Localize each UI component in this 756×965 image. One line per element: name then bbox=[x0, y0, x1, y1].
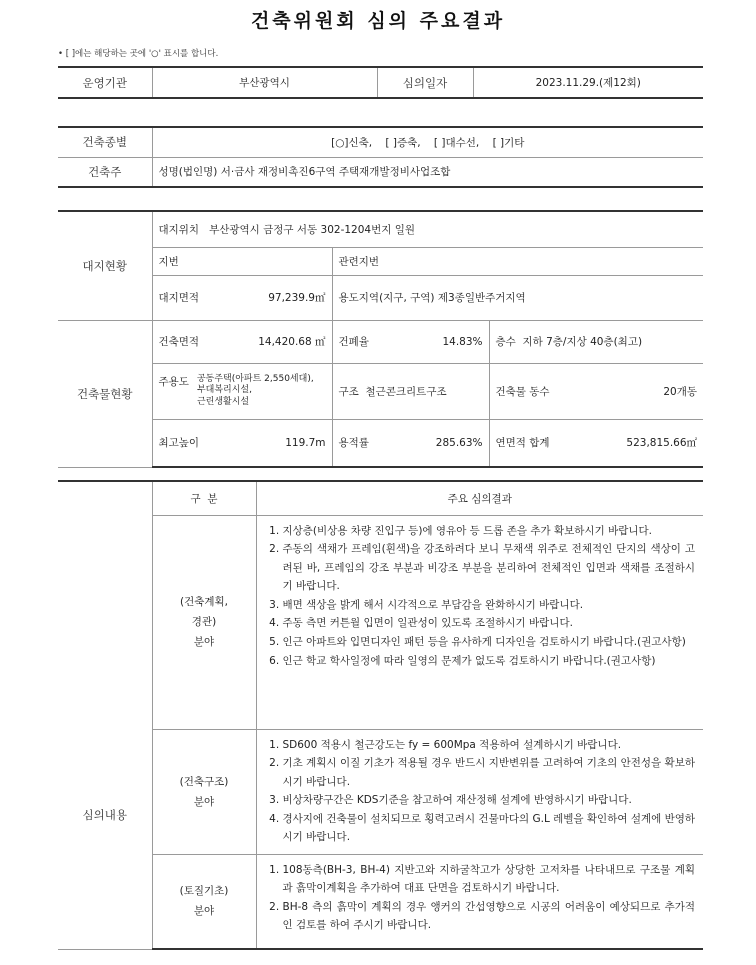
floors-value: 층수 지하 7층/지상 40층(최고) bbox=[489, 320, 703, 363]
coverage-label: 건폐율 bbox=[338, 336, 369, 348]
building-area-label: 건축면적 bbox=[158, 336, 200, 348]
result-item: 4. 주동 측면 커튼월 입면이 일관성이 있도록 조절하시기 바랍니다. bbox=[283, 614, 696, 633]
site-area-value: 97,239.9㎡ bbox=[268, 292, 326, 304]
form-note: • [ ]에는 해당하는 곳에 '○' 표시를 합니다. bbox=[58, 49, 219, 59]
result-item: 4. 경사지에 건축물이 설치되므로 횡력고려시 건물마다의 G.L 레벨을 확인하여 설계에 반영하시기 바랍니다. bbox=[283, 810, 696, 847]
structure-type-value: 구조 철근콘크리트구조 bbox=[332, 363, 489, 419]
main-use-label: 주용도 bbox=[158, 375, 189, 388]
results-architecture bbox=[256, 515, 703, 729]
site-structure-table bbox=[58, 210, 703, 468]
result-item: 1. 지상층(비상용 차량 진입구 등)에 영유아 등 드롭 존을 추가 확보하시기 바랍니다. bbox=[283, 522, 696, 541]
main-use-line3: 근린생활시설 bbox=[196, 396, 250, 407]
building-area-cell bbox=[152, 320, 332, 363]
lot-label: 지번 bbox=[152, 247, 332, 275]
results-structure bbox=[256, 729, 703, 854]
main-use-line1: 공동주택(아파트 2,550세대), bbox=[196, 373, 314, 384]
results-geotechnical bbox=[256, 854, 703, 949]
category-structure: (건축구조) 분야 bbox=[152, 729, 256, 854]
total-floor-area-label: 연면적 합계 bbox=[495, 437, 550, 450]
site-label: 대지현황 bbox=[58, 211, 152, 320]
building-count-cell bbox=[489, 363, 703, 419]
result-item: 5. 인근 아파트와 입면디자인 패턴 등을 유사하게 디자인을 검토하시기 바랍니다.(권고사항) bbox=[283, 633, 696, 652]
agency-table bbox=[58, 66, 703, 99]
floor-area-ratio-label: 용적률 bbox=[338, 437, 369, 450]
building-area-value: 14,420.68 ㎡ bbox=[258, 336, 326, 348]
building-type-label: 건축종별 bbox=[58, 127, 152, 157]
result-header: 주요 심의결과 bbox=[256, 481, 703, 515]
result-item: 3. 비상차량구간은 KDS기준을 참고하여 재산정해 설계에 반영하시기 바랍니다. bbox=[283, 791, 696, 810]
result-item: 2. BH-8 측의 흙막이 계획의 경우 앵커의 간섭영향으로 시공의 어려움이 예상되므로 추가적인 검토를 하여 주시기 바랍니다. bbox=[283, 898, 696, 935]
review-table bbox=[58, 480, 703, 950]
structure-label: 건축물현황 bbox=[58, 320, 152, 467]
result-item: 6. 인근 학교 학사일정에 따라 일영의 문제가 없도록 검토하시기 바랍니다.(권고사항) bbox=[283, 652, 696, 671]
category-architecture: (건축계획, 경관) 분야 bbox=[152, 515, 256, 729]
coverage-cell bbox=[332, 320, 489, 363]
building-type-table bbox=[58, 126, 703, 188]
result-item: 3. 배면 색상을 밝게 해서 시각적으로 부담감을 완화하시기 바랍니다. bbox=[283, 596, 696, 615]
floor-area-ratio-cell bbox=[332, 419, 489, 467]
building-count-value: 20개동 bbox=[663, 385, 698, 398]
owner-value: 성명(법인명) 서·금사 재정비촉진6구역 주택재개발정비사업조합 bbox=[152, 157, 703, 187]
result-item: 1. 108동측(BH-3, BH-4) 지반고와 지하굴착고가 상당한 고저차를 나타내므로 구조물 계획과 흙막이계획을 추가하여 대표 단면을 검토하시기 바랍니다. bbox=[283, 861, 696, 898]
building-type-options: [○]신축, [ ]증축, [ ]대수선, [ ]기타 bbox=[152, 127, 703, 157]
site-area-cell bbox=[152, 275, 332, 320]
result-item: 2. 기초 계획시 이질 기초가 적용될 경우 반드시 지반변위를 고려하여 기초의 안전성을 확보하시기 바랍니다. bbox=[283, 754, 696, 791]
floor-area-ratio-value: 285.63% bbox=[435, 436, 483, 449]
max-height-value: 119.7m bbox=[285, 436, 326, 449]
zoning-value: 용도지역(지구, 구역) 제3종일반주거지역 bbox=[332, 275, 703, 320]
review-label: 심의내용 bbox=[58, 481, 152, 949]
category-geotechnical: (토질기초) 분야 bbox=[152, 854, 256, 949]
site-area-label: 대지면적 bbox=[158, 292, 200, 304]
total-floor-area-cell bbox=[489, 419, 703, 467]
page-title: 건축위원회 심의 주요결과 bbox=[250, 10, 506, 32]
owner-label: 건축주 bbox=[58, 157, 152, 187]
max-height-label: 최고높이 bbox=[158, 437, 200, 450]
result-item: 1. SD600 적용시 철근강도는 fy = 600Mpa 적용하여 설계하시기 바랍니다. bbox=[283, 736, 696, 755]
agency-label: 운영기관 bbox=[58, 67, 152, 98]
date-value: 2023.11.29.(제12회) bbox=[473, 67, 703, 98]
category-header: 구 분 bbox=[152, 481, 256, 515]
main-use-line2: 부대복리시설, bbox=[196, 385, 252, 396]
agency-value: 부산광역시 bbox=[152, 67, 377, 98]
main-use-cell bbox=[152, 363, 332, 419]
related-lot-label: 관련지번 bbox=[332, 247, 703, 275]
total-floor-area-value: 523,815.66㎡ bbox=[626, 437, 698, 450]
coverage-value: 14.83% bbox=[442, 335, 483, 348]
max-height-cell bbox=[152, 419, 332, 467]
building-count-label: 건축물 동수 bbox=[495, 385, 550, 398]
result-item: 2. 주동의 색채가 프레임(흰색)을 강조하려다 보니 무채색 위주로 전체적인 단지의 색상이 고려된 바, 프레임의 강조 부분과 비강조 부분을 분리하여 전체적인 입면과 색채를 조절하시기 바랍니다. bbox=[283, 540, 696, 596]
site-location: 대지위치 부산광역시 금정구 서동 302-1204번지 일원 bbox=[152, 211, 703, 247]
date-label: 심의일자 bbox=[377, 67, 473, 98]
